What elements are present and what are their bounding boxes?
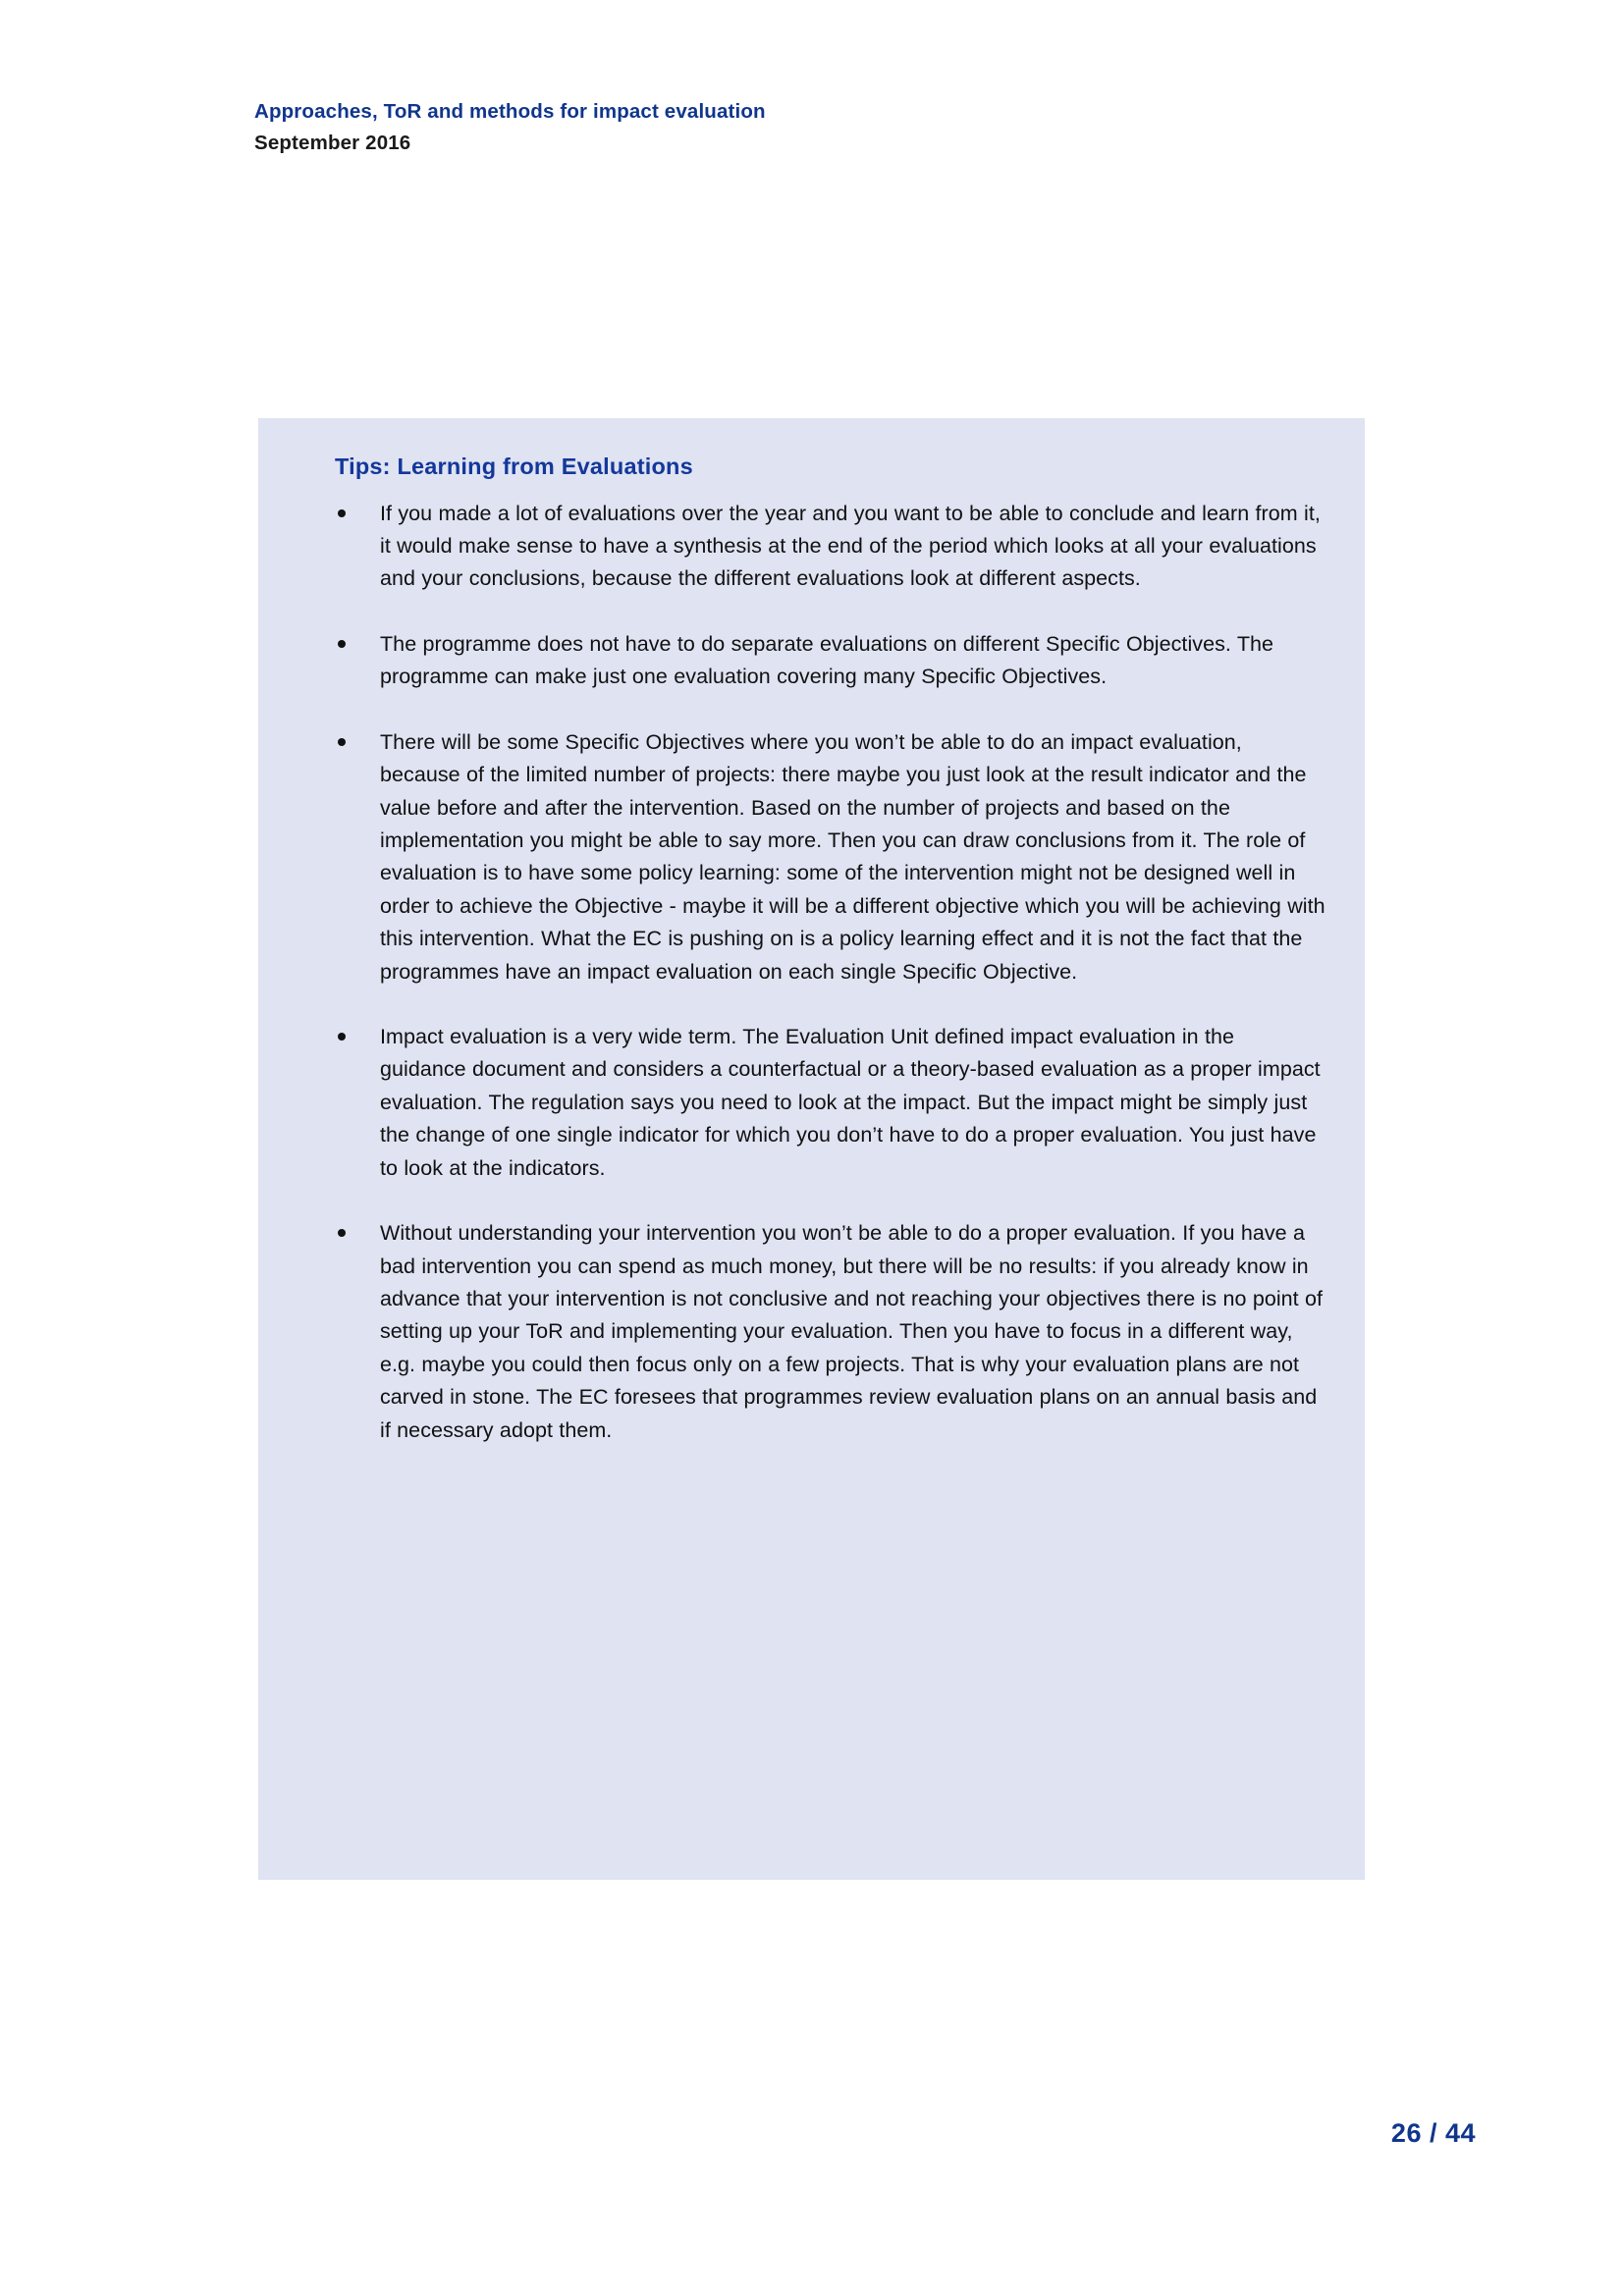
bullet-dot-icon bbox=[338, 640, 346, 648]
list-item-text: The programme does not have to do separate evaluations on different Specific Objectives. The programme can make just one evaluation covering many Specific Objectives. bbox=[380, 631, 1274, 689]
list-item-text: Without understanding your intervention you won’t be able to do a proper evaluation. If you have a bad intervention you can spend as much money, but there will be no results: if you already know in advance that your intervention is not conclusive and not reaching your objectives there is no point of setting up your ToR and implementing your evaluation. Then you have to focus in a different way, e.g. maybe you could then focus only on a few projects. That is why your evaluation plans are not carved in stone. The EC foresees that programmes review evaluation plans on an annual basis and if necessary adopt them. bbox=[380, 1221, 1324, 1442]
list-item bbox=[298, 628, 1325, 694]
list-item bbox=[298, 498, 1325, 596]
bullet-dot-icon bbox=[338, 509, 346, 517]
document-title: Approaches, ToR and methods for impact evaluation bbox=[254, 100, 766, 123]
tips-callout-box bbox=[258, 418, 1365, 1880]
running-header bbox=[254, 98, 1374, 157]
page-number: 26 / 44 bbox=[1390, 2118, 1476, 2148]
document-date: September 2016 bbox=[254, 132, 411, 155]
list-item bbox=[298, 1021, 1325, 1185]
bullet-dot-icon bbox=[338, 738, 346, 746]
list-item bbox=[298, 726, 1325, 988]
list-item-text: Impact evaluation is a very wide term. The Evaluation Unit defined impact evaluation in the guidance document and considers a counterfactual or a theory-based evaluation as a proper impact evaluation. The regulation says you need to look at the impact. But the impact might be simply just the change of one single indicator for which you don’t have to do a proper evaluation. You just have to look at the indicators. bbox=[380, 1025, 1321, 1180]
list-item bbox=[298, 1217, 1325, 1447]
bullet-dot-icon bbox=[338, 1229, 346, 1237]
tips-box-title: Tips: Learning from Evaluations bbox=[335, 454, 693, 479]
bullet-dot-icon bbox=[338, 1033, 346, 1041]
list-item-text: There will be some Specific Objectives where you won’t be able to do an impact evaluation, because of the limited number of projects: there maybe you just look at the result indicator and the value before and after the intervention. Based on the number of projects and based on the implementation you might be able to say more. Then you can draw conclusions from it. The role of evaluation is to have some policy learning: some of the intervention might not be designed well in order to achieve the Objective - maybe it will be a different objective which you will be achieving with this intervention. What the EC is pushing on is a policy learning effect and it is not the fact that the programmes have an impact evaluation on each single Specific Objective. bbox=[380, 729, 1325, 984]
tips-bullet-list bbox=[298, 498, 1325, 1448]
list-item-text: If you made a lot of evaluations over the year and you want to be able to conclude and learn from it, it would make sense to have a synthesis at the end of the period which looks at all your evaluations and your conclusions, because the different evaluations look at different aspects. bbox=[380, 501, 1321, 591]
